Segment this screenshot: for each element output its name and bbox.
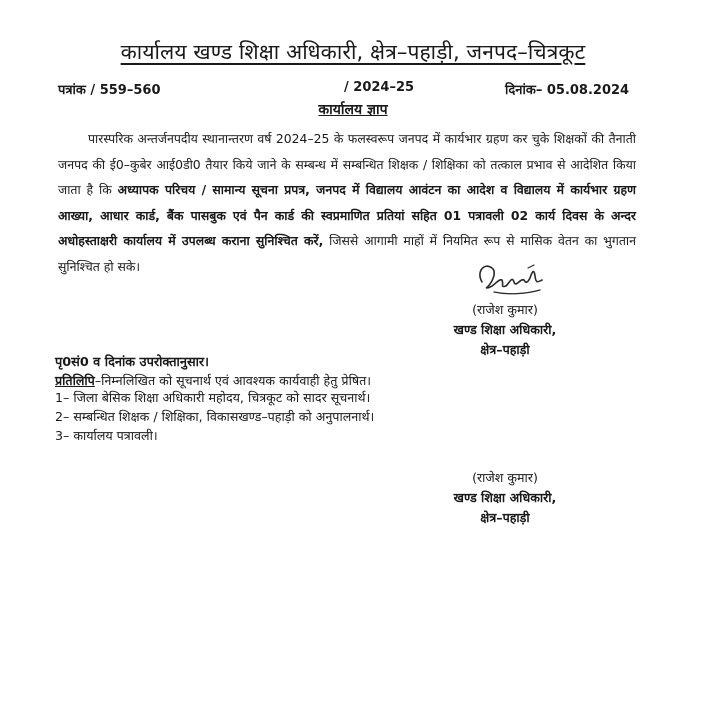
signatory-location: क्षेत्र–पहाड़ी (480, 342, 530, 357)
copy-label: प्रतिलिपि (55, 373, 95, 388)
memo-heading: कार्यालय ज्ञाप (318, 102, 388, 118)
copy-intro: –निम्नलिखित को सूचनार्थ एवं आवश्यक कार्यवाही हेतु प्रेषित। (94, 373, 372, 388)
memo-body-bold-instruction: अध्यापक परिचय / सामान्य सूचना प्रपत्र, जनपद में विद्यालय आवंटन का आदेश व विद्यालय में कार्यभार ग्रहण आख्या, आधार कार्ड, बैंक पासबुक एवं पैन कार्ड की स्वप्रमाणित प्रतियां सहित 01 पत्रावली 02 कार्य दिवस के अन्दर अधोहस्ताक्षरी कार्यालय में उपलब्ध कराना सुनिश्चित करें, (58, 182, 636, 249)
handwritten-signature (472, 258, 548, 300)
letter-number: पत्रांक / 559–560 (58, 83, 161, 98)
copy-recipient-item: 2– सम्बन्धित शिक्षक / शिक्षिका, विकासखण्ड–पहाड़ी को अनुपालनार्थ। (55, 409, 375, 424)
office-title: कार्यालय खण्ड शिक्षा अधिकारी, क्षेत्र–पहाड़ी, जनपद–चित्रकूट (120, 40, 586, 64)
signatory-location: क्षेत्र–पहाड़ी (480, 510, 530, 525)
letter-year: / 2024–25 (344, 80, 415, 95)
memo-body-text-2: जिससे आगामी माहों में नियमित रूप से मासिक वेतन का भुगतान सुनिश्चित हो सके। (58, 233, 636, 274)
letter-date: दिनांक– 05.08.2024 (505, 83, 630, 98)
memo-body-text-1: पारस्परिक अन्तर्जनपदीय स्थानान्तरण वर्ष 2024–25 के फलस्वरूप जनपद में कार्यभार ग्रहण कर चुके शिक्षकों की तैनाती जनपद की ई0–कुबेर आई0डी0 तैयार किये जाने के सम्बन्ध में सम्बन्धित शिक्षक / शिक्षिका को तत्काल प्रभाव से आदेशित किया जाता है कि (58, 131, 636, 198)
copy-recipient-list (55, 388, 374, 445)
signatory-name: (राजेश कुमार) (472, 470, 538, 485)
memo-body (58, 126, 636, 280)
signatory-block-2 (405, 468, 605, 528)
signatory-block-1 (405, 300, 605, 360)
copy-recipient-item: 3– कार्यालय पत्रावली। (55, 428, 158, 443)
signatory-designation: खण्ड शिक्षा अधिकारी, (453, 322, 557, 337)
copy-recipient-item: 1– जिला बेसिक शिक्षा अधिकारी महोदय, चित्रकूट को सादर सूचनार्थ। (55, 390, 371, 405)
signatory-designation: खण्ड शिक्षा अधिकारी, (453, 490, 557, 505)
copy-reference: पृ0सं0 व दिनांक उपरोक्तानुसार। (55, 355, 210, 370)
copy-intro-line (55, 372, 371, 389)
signatory-name: (राजेश कुमार) (472, 302, 538, 317)
